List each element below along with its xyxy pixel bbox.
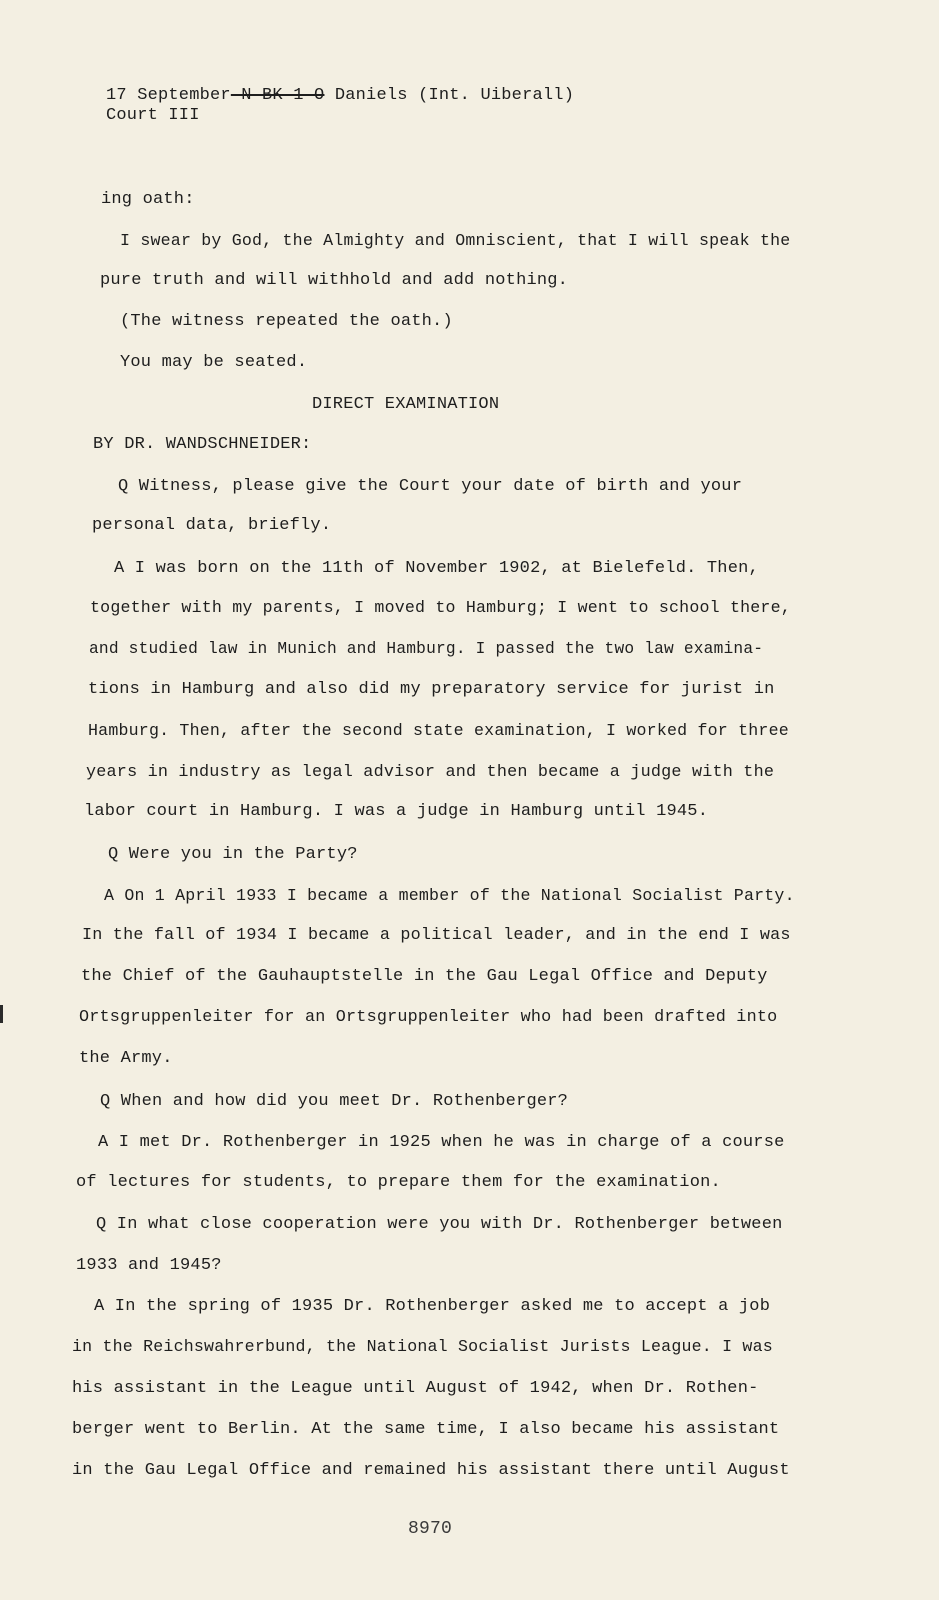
header-line-2: Court III bbox=[106, 106, 200, 125]
text-line: A I met Dr. Rothenberger in 1925 when he was in charge of a course bbox=[98, 1133, 785, 1152]
text-line: tions in Hamburg and also did my preparatory service for jurist in bbox=[88, 680, 775, 699]
text-line: pure truth and will withhold and add nothing. bbox=[100, 271, 569, 290]
text-line: 1933 and 1945? bbox=[76, 1256, 222, 1275]
text-line: A On 1 April 1933 I became a member of the National Socialist Party. bbox=[104, 886, 795, 905]
text-line: A In the spring of 1935 Dr. Rothenberger asked me to accept a job bbox=[94, 1297, 771, 1316]
text-line: his assistant in the League until August of 1942, when Dr. Rothen- bbox=[72, 1379, 759, 1398]
text-line: Q Were you in the Party? bbox=[108, 845, 358, 864]
section-heading: DIRECT EXAMINATION bbox=[312, 395, 500, 414]
text-line: (The witness repeated the oath.) bbox=[120, 312, 453, 331]
text-line: Hamburg. Then, after the second state examination, I worked for three bbox=[88, 721, 789, 740]
binding-mark bbox=[0, 1005, 3, 1023]
text-line: You may be seated. bbox=[120, 353, 308, 372]
header-date: 17 September bbox=[106, 86, 231, 105]
header-names: Daniels (Int. Uiberall) bbox=[324, 86, 575, 105]
text-line: Q In what close cooperation were you with Dr. Rothenberger between bbox=[96, 1215, 783, 1234]
text-line: In the fall of 1934 I became a political leader, and in the end I was bbox=[82, 926, 791, 945]
text-line: Ortsgruppenleiter for an Ortsgruppenleiter who had been drafted into bbox=[79, 1008, 778, 1027]
header-struck-text: N BK 1 O bbox=[230, 86, 325, 105]
examiner-line: BY DR. WANDSCHNEIDER: bbox=[93, 435, 312, 454]
text-line: years in industry as legal advisor and then became a judge with the bbox=[86, 763, 775, 782]
text-line: and studied law in Munich and Hamburg. I passed the two law examina- bbox=[89, 640, 764, 658]
text-line: labor court in Hamburg. I was a judge in Hamburg until 1945. bbox=[84, 802, 709, 821]
text-line: in the Reichswahrerbund, the National Socialist Jurists League. I was bbox=[72, 1337, 773, 1356]
page-number: 8970 bbox=[408, 1519, 453, 1539]
header-line-1 bbox=[106, 86, 574, 105]
text-line: I swear by God, the Almighty and Omniscient, that I will speak the bbox=[120, 231, 791, 250]
text-line: personal data, briefly. bbox=[92, 516, 332, 535]
text-line: in the Gau Legal Office and remained his assistant there until August bbox=[72, 1461, 790, 1480]
text-line: the Chief of the Gauhauptstelle in the Gau Legal Office and Deputy bbox=[81, 967, 768, 986]
text-line: of lectures for students, to prepare them for the examination. bbox=[76, 1173, 721, 1192]
text-line: Q Witness, please give the Court your date of birth and your bbox=[118, 477, 743, 496]
text-line: Q When and how did you meet Dr. Rothenberger? bbox=[100, 1092, 569, 1111]
text-line: ing oath: bbox=[101, 190, 195, 209]
text-line: the Army. bbox=[79, 1049, 173, 1068]
text-line: together with my parents, I moved to Hamburg; I went to school there, bbox=[90, 598, 791, 617]
text-line: A I was born on the 11th of November 1902, at Bielefeld. Then, bbox=[114, 559, 759, 578]
text-line: berger went to Berlin. At the same time, I also became his assistant bbox=[72, 1420, 780, 1439]
